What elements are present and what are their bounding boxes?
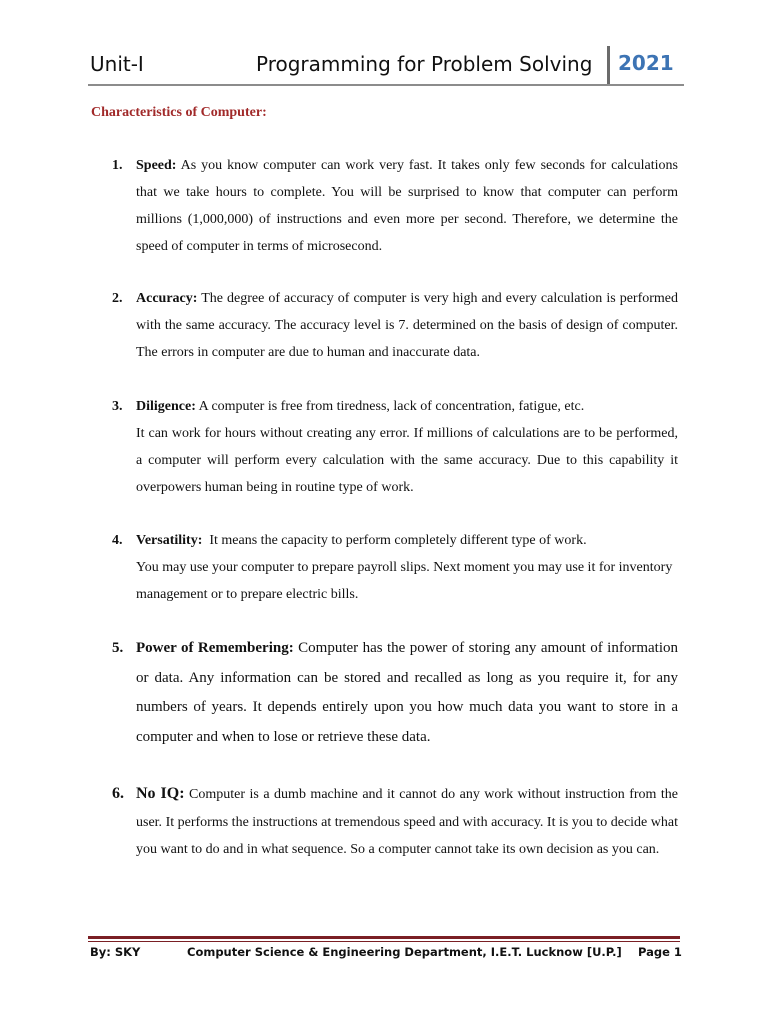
item-text: Computer has the power of storing any amount of information or data. Any information can be stored and recalled as long as you require it, for any numbers of years. It depends entirely upon you how much data you want to store in a computer and when to lose or retrieve these data.: [136, 640, 678, 745]
document-title: Programming for Problem Solving: [256, 52, 593, 76]
list-item: [112, 634, 678, 752]
item-text: As you know computer can work very fast. It takes only few seconds for calculations that we take hours to complete. You will be surprised to know that computer can perform millions (1,000,000) of instructions and even more per second. Therefore, we determine the speed of computer in terms of microsecond.: [136, 158, 678, 254]
list-item: [112, 285, 678, 366]
item-text: It means the capacity to perform completely different type of work.: [209, 533, 587, 548]
item-term: Power of Remembering:: [136, 640, 294, 656]
item-number: 2.: [112, 291, 123, 306]
item-number: 1.: [112, 158, 123, 173]
item-text: A computer is free from tiredness, lack of concentration, fatigue, etc.: [198, 399, 585, 414]
item-text-continued: It can work for hours without creating any error. If millions of calculations are to be performed, a computer will perform every calculation with the same accuracy. Due to this capability it overpowers human being in routine type of work.: [136, 426, 678, 495]
header-divider: [607, 46, 610, 84]
list-item: [112, 527, 678, 608]
item-number: 6.: [112, 785, 124, 802]
header-rule: [88, 84, 684, 86]
item-number: 3.: [112, 399, 123, 414]
item-term: Versatility:: [136, 533, 203, 548]
list-item: [112, 393, 678, 501]
footer-department: Computer Science & Engineering Department, I.E.T. Lucknow [U.P.]: [187, 945, 622, 959]
footer-author: By: SKY: [90, 945, 141, 959]
item-number: 5.: [112, 640, 124, 656]
item-text: Computer is a dumb machine and it cannot do any work without instruction from the user. It performs the instructions at tremendous speed and with accuracy. It is you to decide what you want to do and in what sequence. So a computer cannot take its own decision as you can.: [136, 787, 679, 857]
section-heading: Characteristics of Computer:: [91, 105, 267, 120]
year-label: 2021: [618, 51, 674, 75]
item-number: 4.: [112, 533, 123, 548]
list-item: [112, 780, 678, 864]
item-text-continued: You may use your computer to prepare payroll slips. Next moment you may use it for inventory management or to prepare electric bills.: [136, 560, 673, 602]
footer-rule-thin: [88, 941, 680, 942]
list-item: [112, 152, 678, 260]
item-term: Accuracy:: [136, 291, 198, 306]
item-term: No IQ:: [136, 785, 185, 802]
item-term: Speed:: [136, 158, 177, 173]
page-header: [88, 46, 684, 84]
unit-label: Unit-I: [90, 52, 144, 76]
item-text: The degree of accuracy of computer is very high and every calculation is performed with the same accuracy. The accuracy level is 7. determined on the basis of design of computer. The errors in computer are due to human and inaccurate data.: [136, 291, 678, 360]
item-term: Diligence:: [136, 399, 196, 414]
footer-rule: [88, 936, 680, 939]
page-number: Page 1: [638, 945, 682, 959]
